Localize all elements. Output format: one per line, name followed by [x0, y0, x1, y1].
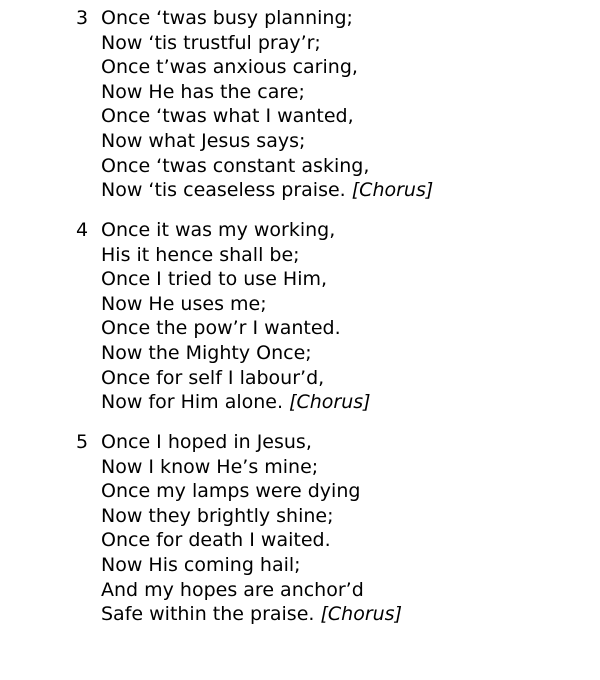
lyric-text: Once for self I labour’d, — [101, 366, 325, 389]
lyric-text: Now His coming hail; — [101, 553, 301, 576]
lyric-text: Now the Mighty Once; — [101, 341, 312, 364]
verse-line — [76, 292, 576, 317]
verse-line — [76, 154, 576, 179]
lyric-text: His it hence shall be; — [101, 243, 300, 266]
verse-line — [76, 578, 576, 603]
lyric-text: Now for Him alone. — [101, 391, 284, 414]
verse-line — [76, 31, 576, 56]
verse-number: 4 — [76, 219, 89, 241]
verse-line — [76, 528, 576, 553]
verse-line — [76, 553, 576, 578]
verse-line — [76, 479, 576, 504]
lyric-text: Once the pow’r I wanted. — [101, 317, 341, 340]
chorus-marker: [Chorus] — [320, 603, 402, 626]
lyric-text: Now He has the care; — [101, 80, 305, 103]
verse-line — [76, 602, 576, 627]
verse-line — [76, 366, 576, 391]
verse-line — [76, 267, 576, 292]
verse-line — [76, 243, 576, 268]
verse-line — [76, 430, 576, 455]
lyric-text: Once I hoped in Jesus, — [101, 431, 312, 453]
lyric-text: Once ‘twas constant asking, — [101, 154, 370, 177]
verse-line — [76, 6, 576, 31]
verse-line — [76, 504, 576, 529]
verse-line — [76, 104, 576, 129]
verse-line — [76, 390, 576, 415]
lyric-text: Now what Jesus says; — [101, 129, 306, 152]
lyric-text: Once it was my working, — [101, 219, 336, 241]
verse-4 — [76, 218, 576, 415]
lyric-text: Now they brightly shine; — [101, 504, 334, 527]
chorus-marker: [Chorus] — [289, 391, 371, 414]
lyric-text: Once for death I waited. — [101, 529, 331, 552]
verse-line — [76, 55, 576, 80]
lyric-text: Now He uses me; — [101, 292, 267, 315]
lyric-text: Once my lamps were dying — [101, 480, 361, 503]
verse-5 — [76, 430, 576, 627]
lyric-text: And my hopes are anchor’d — [101, 578, 364, 601]
lyric-text: Now I know He’s mine; — [101, 455, 319, 478]
verse-number: 5 — [76, 431, 89, 453]
lyric-text: Safe within the praise. — [101, 603, 315, 626]
chorus-marker: [Chorus] — [351, 179, 434, 202]
lyric-text: Once I tried to use Him, — [101, 268, 328, 291]
lyric-text: Once ‘twas what I wanted, — [101, 105, 354, 128]
verse-line — [76, 129, 576, 154]
verse-line — [76, 80, 576, 105]
verse-number: 3 — [76, 7, 89, 29]
verse-line — [76, 178, 576, 203]
verse-line — [76, 455, 576, 480]
verse-line — [76, 316, 576, 341]
verse-line — [76, 341, 576, 366]
verse-3 — [76, 6, 576, 203]
lyric-text: Now ‘tis ceaseless praise. — [101, 179, 346, 202]
lyric-text: Once ‘twas busy planning; — [101, 7, 353, 29]
verse-line — [76, 218, 576, 243]
lyric-text: Now ‘tis trustful pray’r; — [101, 31, 321, 54]
lyric-text: Once t’was anxious caring, — [101, 56, 358, 79]
